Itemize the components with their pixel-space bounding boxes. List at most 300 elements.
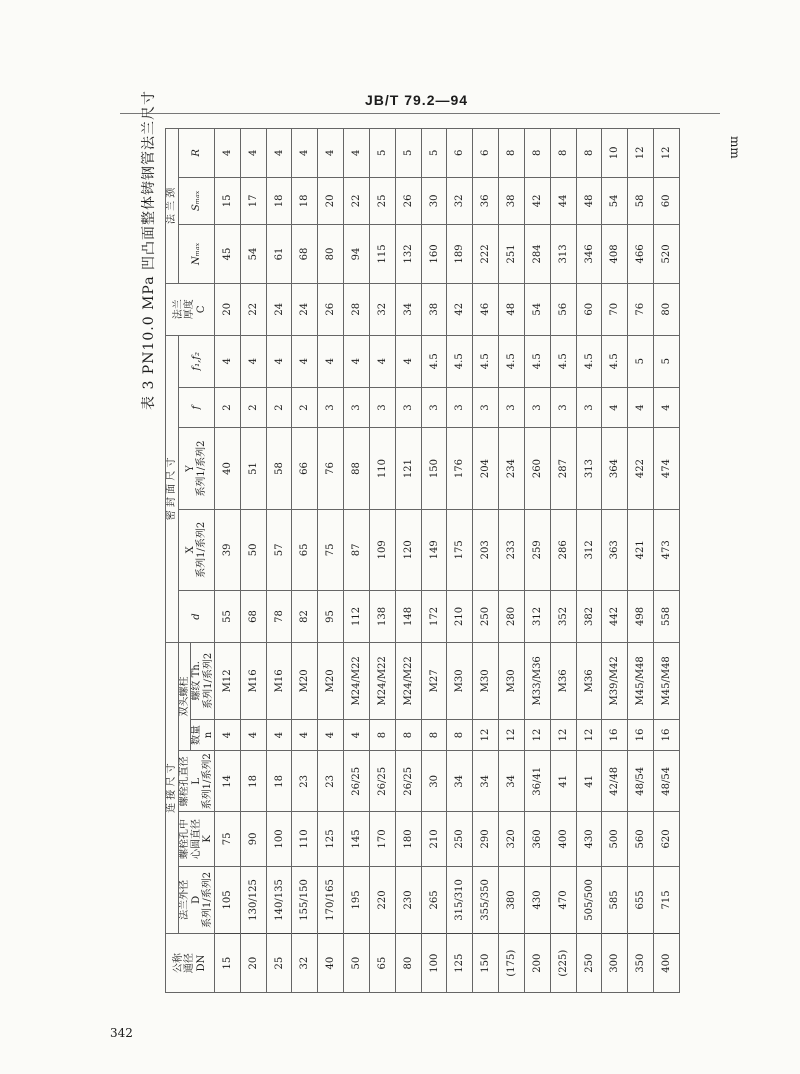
header-dn: 公称 通径 DN	[166, 934, 215, 993]
cell-D: 170/165	[318, 866, 344, 934]
cell-Y: 474	[654, 428, 680, 509]
cell-R: 5	[395, 129, 421, 178]
cell-N: 520	[654, 225, 680, 284]
cell-f: 3	[395, 387, 421, 428]
cell-X: 203	[473, 509, 499, 590]
cell-X: 363	[602, 509, 628, 590]
cell-D: 130/125	[240, 866, 266, 934]
table-row	[240, 129, 266, 993]
cell-K: 400	[550, 812, 576, 866]
cell-f: 3	[369, 387, 395, 428]
header-Th: 螺纹 Th. 系列1/系列2	[191, 642, 215, 719]
document-header: JB/T 79.2—94	[365, 92, 469, 108]
cell-X: 259	[524, 509, 550, 590]
cell-D: 265	[421, 866, 447, 934]
cell-f: 4	[654, 387, 680, 428]
cell-Y: 76	[318, 428, 344, 509]
cell-Y: 287	[550, 428, 576, 509]
cell-L: 26/25	[395, 751, 421, 812]
cell-K: 250	[447, 812, 473, 866]
header-L: 螺栓孔直径 L 系列1/系列2	[178, 751, 215, 812]
cell-L: 41	[576, 751, 602, 812]
cell-C: 22	[240, 283, 266, 335]
cell-n: 12	[550, 719, 576, 751]
cell-X: 120	[395, 509, 421, 590]
cell-d: 498	[628, 591, 654, 643]
cell-K: 560	[628, 812, 654, 866]
cell-Th: M39/M42	[602, 642, 628, 719]
cell-S: 17	[240, 177, 266, 224]
cell-d: 148	[395, 591, 421, 643]
cell-D: 315/310	[447, 866, 473, 934]
cell-dn: 100	[421, 934, 447, 993]
cell-L: 18	[266, 751, 292, 812]
cell-K: 360	[524, 812, 550, 866]
table-body	[215, 129, 680, 993]
cell-f: 3	[344, 387, 370, 428]
cell-C: 38	[421, 283, 447, 335]
cell-K: 210	[421, 812, 447, 866]
cell-S: 22	[344, 177, 370, 224]
cell-Th: M36	[550, 642, 576, 719]
cell-dn: 20	[240, 934, 266, 993]
cell-D: 715	[654, 866, 680, 934]
cell-C: 76	[628, 283, 654, 335]
header-X: X 系列1/系列2	[178, 509, 215, 590]
cell-R: 4	[292, 129, 318, 178]
cell-d: 138	[369, 591, 395, 643]
cell-D: 585	[602, 866, 628, 934]
cell-dn: 40	[318, 934, 344, 993]
cell-f1f2: 4	[344, 335, 370, 387]
cell-n: 4	[318, 719, 344, 751]
cell-d: 172	[421, 591, 447, 643]
cell-R: 8	[524, 129, 550, 178]
cell-R: 8	[499, 129, 525, 178]
cell-X: 65	[292, 509, 318, 590]
cell-C: 54	[524, 283, 550, 335]
cell-L: 26/25	[369, 751, 395, 812]
cell-dn: 125	[447, 934, 473, 993]
cell-N: 132	[395, 225, 421, 284]
cell-K: 100	[266, 812, 292, 866]
cell-f: 3	[473, 387, 499, 428]
cell-R: 12	[628, 129, 654, 178]
cell-dn: (175)	[499, 934, 525, 993]
cell-X: 233	[499, 509, 525, 590]
cell-K: 170	[369, 812, 395, 866]
cell-S: 32	[447, 177, 473, 224]
cell-n: 8	[369, 719, 395, 751]
cell-D: 505/500	[576, 866, 602, 934]
cell-S: 30	[421, 177, 447, 224]
cell-L: 23	[318, 751, 344, 812]
cell-X: 75	[318, 509, 344, 590]
cell-R: 10	[602, 129, 628, 178]
header-f: f	[178, 387, 215, 428]
cell-Th: M16	[266, 642, 292, 719]
header-rule	[120, 113, 720, 114]
cell-d: 112	[344, 591, 370, 643]
cell-d: 442	[602, 591, 628, 643]
cell-R: 5	[369, 129, 395, 178]
cell-S: 15	[215, 177, 241, 224]
cell-f1f2: 5	[628, 335, 654, 387]
header-D: 法兰外径 D 系列1/系列2	[178, 866, 215, 934]
cell-X: 39	[215, 509, 241, 590]
table-row	[576, 129, 602, 993]
cell-n: 12	[524, 719, 550, 751]
table-row	[473, 129, 499, 993]
cell-Th: M20	[292, 642, 318, 719]
cell-Y: 121	[395, 428, 421, 509]
cell-dn: (225)	[550, 934, 576, 993]
cell-f1f2: 4.5	[447, 335, 473, 387]
cell-dn: 150	[473, 934, 499, 993]
cell-Th: M30	[473, 642, 499, 719]
cell-S: 42	[524, 177, 550, 224]
cell-K: 320	[499, 812, 525, 866]
cell-C: 34	[395, 283, 421, 335]
cell-d: 558	[654, 591, 680, 643]
cell-D: 155/150	[292, 866, 318, 934]
cell-L: 36/41	[524, 751, 550, 812]
cell-f: 3	[499, 387, 525, 428]
cell-K: 110	[292, 812, 318, 866]
cell-C: 46	[473, 283, 499, 335]
cell-n: 4	[215, 719, 241, 751]
flange-dimension-table	[165, 128, 680, 993]
cell-f1f2: 4.5	[602, 335, 628, 387]
cell-R: 12	[654, 129, 680, 178]
cell-S: 60	[654, 177, 680, 224]
header-N: Nₘₐₓ	[178, 225, 215, 284]
cell-Th: M12	[215, 642, 241, 719]
cell-D: 220	[369, 866, 395, 934]
cell-n: 12	[499, 719, 525, 751]
cell-C: 32	[369, 283, 395, 335]
cell-d: 95	[318, 591, 344, 643]
cell-L: 14	[215, 751, 241, 812]
cell-f1f2: 4.5	[550, 335, 576, 387]
cell-N: 222	[473, 225, 499, 284]
cell-f: 3	[524, 387, 550, 428]
cell-f: 4	[628, 387, 654, 428]
cell-f1f2: 4	[369, 335, 395, 387]
cell-Th: M30	[447, 642, 473, 719]
cell-N: 68	[292, 225, 318, 284]
cell-Y: 150	[421, 428, 447, 509]
cell-L: 34	[473, 751, 499, 812]
cell-dn: 15	[215, 934, 241, 993]
cell-K: 180	[395, 812, 421, 866]
cell-dn: 200	[524, 934, 550, 993]
cell-C: 56	[550, 283, 576, 335]
cell-n: 8	[395, 719, 421, 751]
cell-N: 251	[499, 225, 525, 284]
cell-Y: 313	[576, 428, 602, 509]
header-C: 法兰 厚度 C	[166, 283, 215, 335]
table-caption: 表 3 PN10.0 MPa 凹凸面整体铸钢管法兰尺寸	[141, 89, 157, 410]
cell-N: 408	[602, 225, 628, 284]
cell-Y: 234	[499, 428, 525, 509]
page-number: 342	[110, 1026, 133, 1040]
cell-Th: M20	[318, 642, 344, 719]
cell-f1f2: 5	[654, 335, 680, 387]
cell-K: 145	[344, 812, 370, 866]
cell-D: 355/350	[473, 866, 499, 934]
header-seal: 密 封 面 尺 寸	[166, 335, 179, 642]
cell-X: 286	[550, 509, 576, 590]
cell-C: 60	[576, 283, 602, 335]
cell-d: 280	[499, 591, 525, 643]
cell-n: 4	[344, 719, 370, 751]
cell-n: 8	[447, 719, 473, 751]
cell-n: 16	[602, 719, 628, 751]
cell-C: 26	[318, 283, 344, 335]
cell-f: 3	[550, 387, 576, 428]
cell-f: 3	[318, 387, 344, 428]
cell-K: 500	[602, 812, 628, 866]
table-row	[524, 129, 550, 993]
cell-D: 430	[524, 866, 550, 934]
cell-f: 2	[292, 387, 318, 428]
cell-K: 620	[654, 812, 680, 866]
table-row	[344, 129, 370, 993]
table-row	[550, 129, 576, 993]
cell-n: 4	[240, 719, 266, 751]
table-row	[369, 129, 395, 993]
cell-R: 8	[550, 129, 576, 178]
cell-Y: 422	[628, 428, 654, 509]
cell-D: 105	[215, 866, 241, 934]
table-row	[395, 129, 421, 993]
cell-f1f2: 4.5	[499, 335, 525, 387]
cell-d: 82	[292, 591, 318, 643]
cell-Th: M16	[240, 642, 266, 719]
cell-f1f2: 4	[318, 335, 344, 387]
table-row	[499, 129, 525, 993]
cell-Th: M36	[576, 642, 602, 719]
cell-d: 78	[266, 591, 292, 643]
cell-L: 30	[421, 751, 447, 812]
cell-d: 68	[240, 591, 266, 643]
cell-Y: 51	[240, 428, 266, 509]
cell-S: 25	[369, 177, 395, 224]
cell-N: 54	[240, 225, 266, 284]
cell-D: 380	[499, 866, 525, 934]
cell-S: 20	[318, 177, 344, 224]
cell-K: 430	[576, 812, 602, 866]
cell-f: 3	[421, 387, 447, 428]
unit-label: mm	[728, 136, 742, 159]
cell-f1f2: 4	[266, 335, 292, 387]
cell-d: 210	[447, 591, 473, 643]
cell-n: 8	[421, 719, 447, 751]
cell-L: 42/48	[602, 751, 628, 812]
cell-C: 24	[266, 283, 292, 335]
cell-C: 70	[602, 283, 628, 335]
table-row	[654, 129, 680, 993]
cell-N: 189	[447, 225, 473, 284]
cell-n: 4	[266, 719, 292, 751]
cell-N: 61	[266, 225, 292, 284]
cell-d: 352	[550, 591, 576, 643]
cell-f: 4	[602, 387, 628, 428]
cell-S: 58	[628, 177, 654, 224]
cell-R: 5	[421, 129, 447, 178]
cell-f1f2: 4	[240, 335, 266, 387]
header-Y: Y 系列1/系列2	[178, 428, 215, 509]
cell-dn: 32	[292, 934, 318, 993]
cell-N: 346	[576, 225, 602, 284]
cell-X: 175	[447, 509, 473, 590]
cell-X: 312	[576, 509, 602, 590]
cell-S: 48	[576, 177, 602, 224]
cell-N: 160	[421, 225, 447, 284]
cell-n: 16	[628, 719, 654, 751]
cell-X: 109	[369, 509, 395, 590]
table-row	[421, 129, 447, 993]
cell-S: 26	[395, 177, 421, 224]
cell-C: 80	[654, 283, 680, 335]
cell-Y: 40	[215, 428, 241, 509]
cell-n: 12	[473, 719, 499, 751]
cell-d: 250	[473, 591, 499, 643]
cell-N: 313	[550, 225, 576, 284]
cell-Th: M24/M22	[344, 642, 370, 719]
cell-X: 149	[421, 509, 447, 590]
cell-d: 312	[524, 591, 550, 643]
table-row	[266, 129, 292, 993]
cell-L: 41	[550, 751, 576, 812]
cell-C: 20	[215, 283, 241, 335]
cell-f: 2	[240, 387, 266, 428]
cell-Th: M27	[421, 642, 447, 719]
cell-X: 87	[344, 509, 370, 590]
cell-f1f2: 4.5	[421, 335, 447, 387]
cell-R: 4	[344, 129, 370, 178]
cell-Y: 204	[473, 428, 499, 509]
cell-D: 230	[395, 866, 421, 934]
header-R: R	[178, 129, 215, 178]
cell-C: 24	[292, 283, 318, 335]
cell-dn: 250	[576, 934, 602, 993]
cell-L: 23	[292, 751, 318, 812]
cell-N: 80	[318, 225, 344, 284]
header-K: 螺栓孔中 心圆直径 K	[178, 812, 215, 866]
header-n: 数量 n	[191, 719, 215, 751]
cell-Y: 364	[602, 428, 628, 509]
cell-C: 28	[344, 283, 370, 335]
cell-X: 50	[240, 509, 266, 590]
cell-L: 34	[499, 751, 525, 812]
cell-Y: 58	[266, 428, 292, 509]
cell-N: 466	[628, 225, 654, 284]
cell-d: 55	[215, 591, 241, 643]
cell-C: 48	[499, 283, 525, 335]
cell-R: 4	[318, 129, 344, 178]
cell-dn: 50	[344, 934, 370, 993]
cell-dn: 25	[266, 934, 292, 993]
cell-S: 38	[499, 177, 525, 224]
cell-Th: M24/M22	[395, 642, 421, 719]
cell-K: 290	[473, 812, 499, 866]
cell-K: 90	[240, 812, 266, 866]
cell-N: 284	[524, 225, 550, 284]
header-neck: 法 兰 颈	[166, 129, 179, 284]
cell-f: 2	[215, 387, 241, 428]
table-row	[602, 129, 628, 993]
cell-Th: M30	[499, 642, 525, 719]
cell-N: 115	[369, 225, 395, 284]
cell-R: 8	[576, 129, 602, 178]
cell-Y: 88	[344, 428, 370, 509]
cell-f: 2	[266, 387, 292, 428]
cell-X: 473	[654, 509, 680, 590]
table-row	[447, 129, 473, 993]
cell-Y: 110	[369, 428, 395, 509]
table-row	[318, 129, 344, 993]
cell-dn: 350	[628, 934, 654, 993]
cell-L: 34	[447, 751, 473, 812]
cell-Th: M45/M48	[628, 642, 654, 719]
cell-Th: M33/M36	[524, 642, 550, 719]
cell-X: 57	[266, 509, 292, 590]
cell-D: 470	[550, 866, 576, 934]
cell-L: 18	[240, 751, 266, 812]
cell-L: 48/54	[628, 751, 654, 812]
header-f1f2: f₁,f₂	[178, 335, 215, 387]
cell-Y: 176	[447, 428, 473, 509]
cell-f: 3	[576, 387, 602, 428]
cell-R: 6	[447, 129, 473, 178]
cell-R: 4	[240, 129, 266, 178]
cell-Th: M45/M48	[654, 642, 680, 719]
cell-L: 48/54	[654, 751, 680, 812]
cell-R: 6	[473, 129, 499, 178]
cell-f1f2: 4	[395, 335, 421, 387]
header-S: Sₘₐₓ	[178, 177, 215, 224]
cell-Y: 66	[292, 428, 318, 509]
cell-f1f2: 4	[292, 335, 318, 387]
cell-Y: 260	[524, 428, 550, 509]
flange-table-rotated	[165, 128, 680, 993]
table-row	[215, 129, 241, 993]
cell-R: 4	[266, 129, 292, 178]
cell-f: 3	[447, 387, 473, 428]
cell-S: 44	[550, 177, 576, 224]
cell-D: 140/135	[266, 866, 292, 934]
cell-S: 18	[266, 177, 292, 224]
cell-f1f2: 4.5	[473, 335, 499, 387]
cell-f1f2: 4.5	[524, 335, 550, 387]
cell-K: 75	[215, 812, 241, 866]
cell-L: 26/25	[344, 751, 370, 812]
cell-X: 421	[628, 509, 654, 590]
cell-n: 4	[292, 719, 318, 751]
header-d: d	[178, 591, 215, 643]
cell-n: 12	[576, 719, 602, 751]
cell-dn: 400	[654, 934, 680, 993]
cell-D: 655	[628, 866, 654, 934]
table-row	[628, 129, 654, 993]
cell-dn: 300	[602, 934, 628, 993]
cell-dn: 65	[369, 934, 395, 993]
cell-Th: M24/M22	[369, 642, 395, 719]
cell-n: 16	[654, 719, 680, 751]
cell-S: 54	[602, 177, 628, 224]
